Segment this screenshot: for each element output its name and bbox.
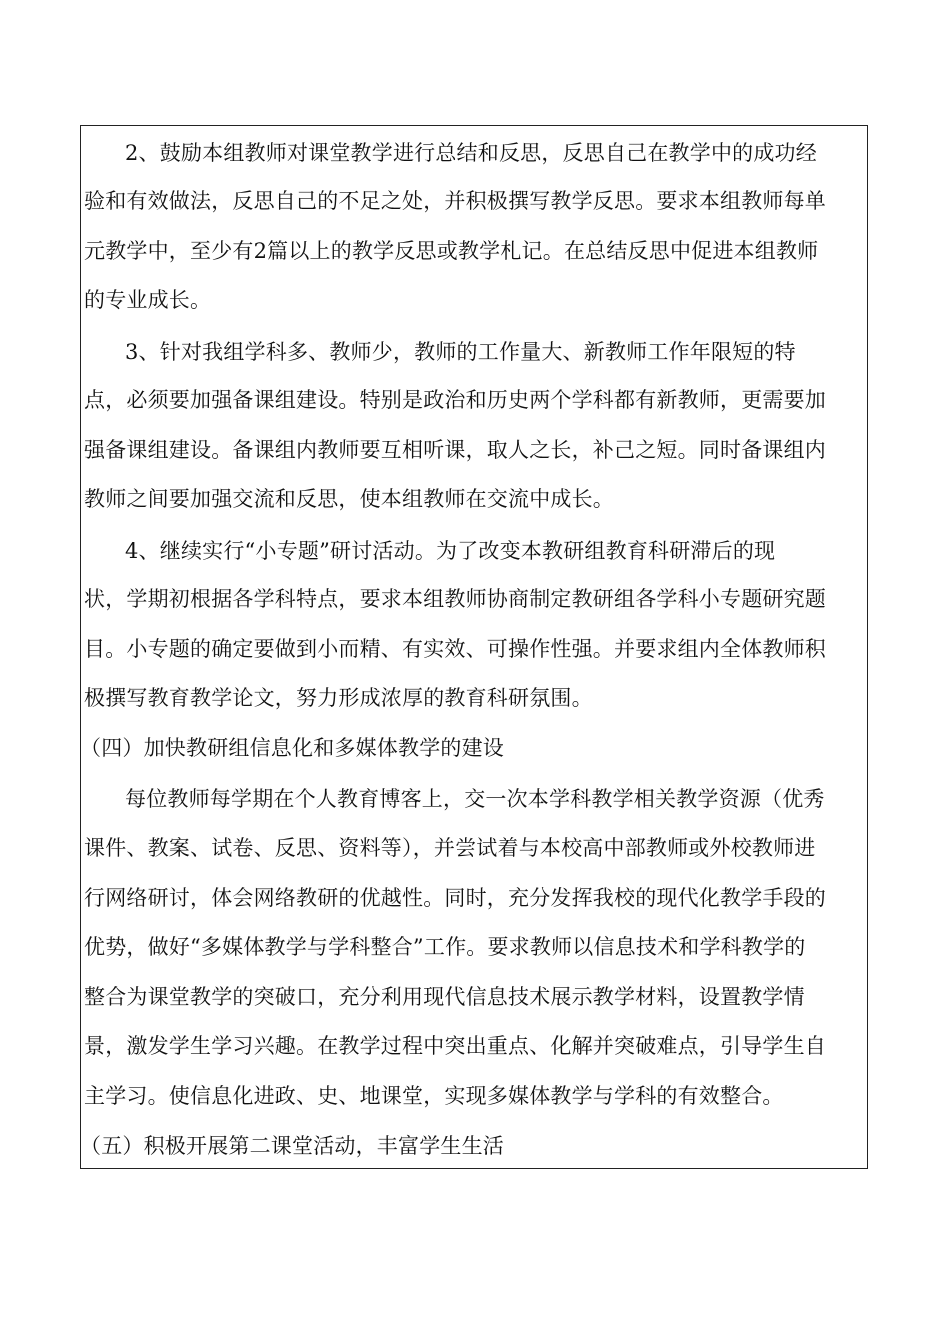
paragraph-line: 点，必须要加强备课组建设。特别是政治和历史两个学科都有新教师，更需要加 [84, 388, 826, 412]
section-heading: （五）积极开展第二课堂活动，丰富学生生活 [80, 1134, 504, 1158]
paragraph-line: 极撰写教育教学论文，努力形成浓厚的教育科研氛围。 [84, 686, 593, 710]
paragraph-line: 行网络研讨，体会网络教研的优越性。同时，充分发挥我校的现代化教学手段的 [84, 886, 826, 910]
paragraph-line: 4、继续实行“小专题”研讨活动。为了改变本教研组教育科研滞后的现 [125, 539, 776, 563]
paragraph-line: 目。小专题的确定要做到小而精、有实效、可操作性强。并要求组内全体教师积 [84, 637, 826, 661]
paragraph-line: 优势，做好“多媒体教学与学科整合”工作。要求教师以信息技术和学科教学的 [84, 935, 806, 959]
paragraph-line: 3、针对我组学科多、教师少，教师的工作量大、新教师工作年限短的特 [125, 340, 796, 364]
paragraph-line: 强备课组建设。备课组内教师要互相听课，取人之长，补己之短。同时备课组内 [84, 438, 826, 462]
paragraph-line: 2、鼓励本组教师对课堂教学进行总结和反思，反思自己在教学中的成功经 [125, 141, 817, 165]
paragraph-line: 状，学期初根据各学科特点，要求本组教师协商制定教研组各学科小专题研究题 [84, 587, 826, 611]
section-heading: （四）加快教研组信息化和多媒体教学的建设 [80, 736, 504, 760]
paragraph-line: 景，激发学生学习兴趣。在教学过程中突出重点、化解并突破难点，引导学生自 [84, 1034, 826, 1058]
paragraph-line: 主学习。使信息化进政、史、地课堂，实现多媒体教学与学科的有效整合。 [84, 1084, 784, 1108]
paragraph-line: 元教学中，至少有2篇以上的教学反思或教学札记。在总结反思中促进本组教师 [84, 239, 819, 263]
paragraph-line: 课件、教案、试卷、反思、资料等），并尝试着与本校高中部教师或外校教师进 [84, 836, 816, 860]
paragraph-line: 整合为课堂教学的突破口，充分利用现代信息技术展示教学材料，设置教学情 [84, 985, 805, 1009]
paragraph-line: 验和有效做法，反思自己的不足之处，并积极撰写教学反思。要求本组教师每单 [84, 189, 826, 213]
paragraph-line: 的专业成长。 [84, 288, 212, 312]
paragraph-line: 每位教师每学期在个人教育博客上，交一次本学科教学相关教学资源（优秀 [125, 787, 825, 811]
paragraph-line: 教师之间要加强交流和反思，使本组教师在交流中成长。 [84, 487, 614, 511]
